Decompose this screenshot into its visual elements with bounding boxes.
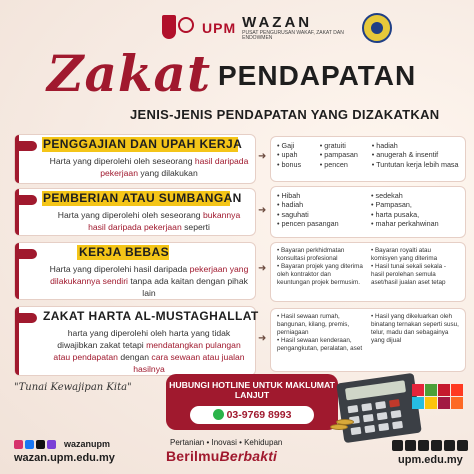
phone-pill[interactable]: [190, 406, 314, 424]
card-text: Harta yang diperolehi hasil daripada pekerjaan yang dilakukannya sendiri tanpa ada kaitan dengan pihak lain: [49, 264, 249, 298]
card-heading: KERJA BEBAS: [79, 245, 169, 259]
card-text: Harta yang diperolehi oleh seseorang hasil daripada pekerjaan yang dilakukan: [49, 156, 249, 178]
hotline-box: [166, 374, 338, 430]
sdg-icons: [412, 384, 463, 409]
list-penggajian: • Gaji • upah • bonus • gratuiti • pampasan • pencen • hadiah • anugerah & insentif • Tuntutan kerja lebih masa: [270, 136, 466, 182]
pillars-text: Pertanian • Inovasi • Kehidupan: [170, 438, 283, 447]
header-logos: [160, 8, 392, 48]
title-zakat: Zakat: [47, 44, 212, 103]
coin-icon: [336, 419, 354, 425]
upm-social-icons[interactable]: [392, 440, 468, 451]
wazan-title: WAZAN: [242, 14, 313, 31]
card-kerja-bebas: [14, 242, 256, 300]
card-heading: PENGGAJIAN DAN UPAH KERJA: [43, 137, 243, 151]
card-text: harta yang diperolehi oleh harta yang tidak diwajibkan zakat tetapi mendatangkan pulangan atau pendapatan dengan cara sewaan atau jualan hasilnya: [53, 328, 245, 374]
wazan-subtitle: PUSAT PENGURUSAN WAKAF, ZAKAT DAN ENDOWMEN: [242, 30, 344, 41]
arrow-icon: ➜: [258, 333, 267, 344]
card-heading: PEMBERIAN ATAU SUMBANGAN: [43, 191, 242, 205]
page-subtitle: JENIS-JENIS PENDAPATAN YANG DIZAKATKAN: [130, 107, 440, 122]
card-text: Harta yang diperolehi oleh seseorang bukannya hasil daripada pekerjaan seperti: [57, 210, 241, 232]
hotline-text: HUBUNGI HOTLINE UNTUK MAKLUMAT LANJUT: [169, 380, 335, 400]
title-pendapatan: PENDAPATAN: [218, 60, 417, 91]
slogan: BerilmuBerbakti: [166, 448, 278, 464]
arrow-icon: ➜: [258, 263, 267, 274]
upm-word: UPM: [202, 20, 237, 36]
phone-icon: [213, 409, 224, 420]
card-mustaghallat: [14, 306, 259, 376]
social-handle[interactable]: wazanupm: [64, 439, 111, 449]
list-mustaghallat: • Hasil sewaan rumah, bangunan, kilang, premis, perniagaan • Hasil sewaan kenderaan, pengangkutan, peralatan, aset • Hasil yang dikeluarkan oleh binatang ternakan seperti susu, telur, madu dan sebagainya yang dijual: [270, 308, 466, 372]
social-icons[interactable]: [14, 440, 56, 449]
list-kerja-bebas: • Bayaran perkhidmatan konsultasi profesional • Bayaran projek yang diterima oleh kontraktor dan keuntungan projek bermusim. • Bayaran royalti atau komisyen yang diterima • Hasil tunai sekali sekala - hasil perolehan semula aset/hasil jualan aset tetap: [270, 242, 466, 302]
tagline: "Tunai Kewajipan Kita": [14, 382, 132, 393]
card-heading: ZAKAT HARTA AL-MUSTAGHALLAT: [43, 309, 259, 323]
arrow-icon: ➜: [258, 151, 267, 162]
upm-website-link[interactable]: upm.edu.my: [398, 454, 463, 466]
wazan-website-link[interactable]: wazan.upm.edu.my: [14, 452, 115, 464]
phone-number: 03-9769 8993: [226, 409, 292, 421]
card-pemberian: [14, 188, 256, 236]
calculator-icon: [336, 373, 422, 443]
upm-logo-icon: [160, 13, 196, 43]
wazan-logo: [242, 15, 352, 41]
list-pemberian: • Hibah • hadiah • saguhati • pencen pasangan • sedekah • Pampasan, • harta pusaka, • mahar perkahwinan: [270, 186, 466, 238]
arrow-icon: ➜: [258, 205, 267, 216]
card-penggajian: [14, 134, 256, 184]
wazan-seal-icon: [362, 13, 392, 43]
